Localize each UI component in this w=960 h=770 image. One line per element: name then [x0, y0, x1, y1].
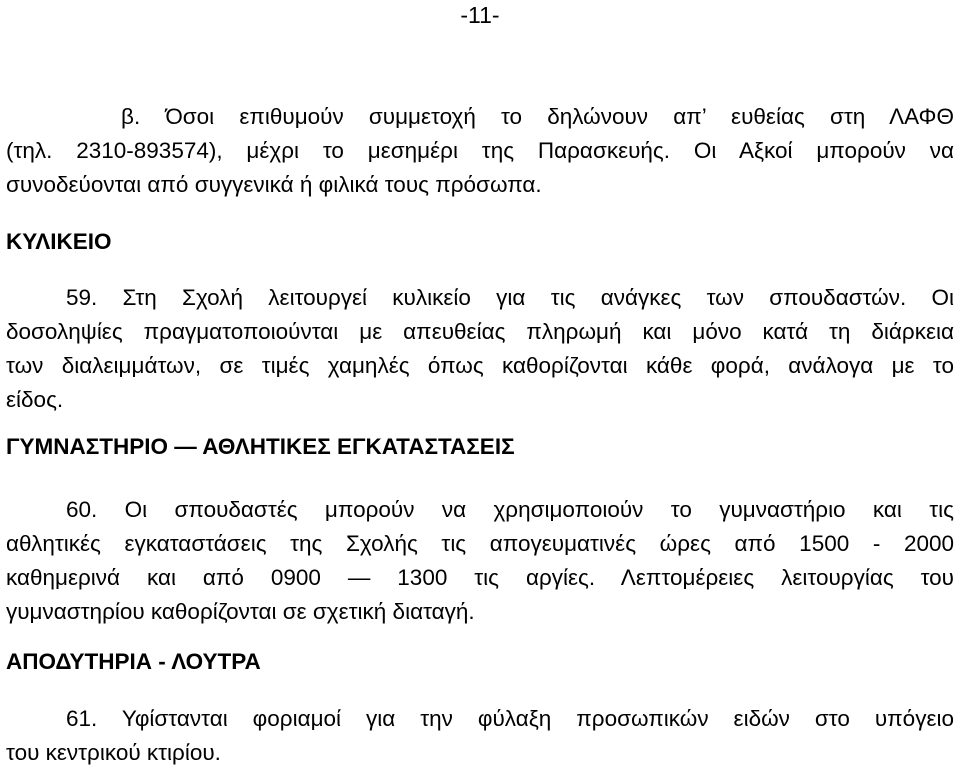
- section-heading-kiliko: ΚΥΛΙΚΕΙΟ: [6, 229, 112, 254]
- paragraph-line: συνοδεύονται από συγγενικά ή φιλικά τους πρόσωπα.: [6, 172, 542, 197]
- paragraph-line: 59. Στη Σχολή λειτουργεί κυλικείο για τις ανάγκες των σπουδαστών. Οι: [66, 285, 954, 310]
- paragraph-line: β. Όσοι επιθυμούν συμμετοχή το δηλώνουν απ’ ευθείας στη ΛΑΦΘ: [121, 104, 954, 129]
- paragraph-line: (τηλ. 2310-893574), μέχρι το μεσημέρι της Παρασκευής. Οι Αξκοί μπορούν να: [6, 138, 954, 163]
- paragraph-line: 60. Οι σπουδαστές μπορούν να χρησιμοποιούν το γυμναστήριο και τις: [66, 497, 954, 522]
- paragraph-59: [6, 281, 954, 417]
- paragraph-line: των διαλειμμάτων, σε τιμές χαμηλές όπως καθορίζονται κάθε φορά, ανάλογα με το: [6, 353, 954, 378]
- paragraph-line: του κεντρικού κτιρίου.: [6, 740, 221, 765]
- section-heading-apodytiria: ΑΠΟΔΥΤΗΡΙΑ - ΛΟΥΤΡΑ: [6, 649, 261, 674]
- paragraph-line: δοσοληψίες πραγματοποιούνται με απευθείας πληρωμή και μόνο κατά τη διάρκεια: [6, 319, 954, 344]
- paragraph-b: [6, 100, 954, 202]
- page-number: -11-: [460, 2, 500, 28]
- paragraph-line: καθημερινά και από 0900 — 1300 τις αργίες. Λεπτομέρειες λειτουργίας του: [6, 565, 954, 590]
- paragraph-60: [6, 493, 954, 629]
- paragraph-61: [6, 702, 954, 770]
- paragraph-line: είδος.: [6, 387, 64, 412]
- section-heading-gym: ΓΥΜΝΑΣΤΗΡΙΟ — ΑΘΛΗΤΙΚΕΣ ΕΓΚΑΤΑΣΤΑΣΕΙΣ: [6, 434, 515, 459]
- paragraph-line: αθλητικές εγκαταστάσεις της Σχολής τις απογευματινές ώρες από 1500 - 2000: [6, 531, 954, 556]
- paragraph-line: γυμναστηρίου καθορίζονται σε σχετική διαταγή.: [6, 599, 475, 624]
- paragraph-line: 61. Υφίστανται φοριαμοί για την φύλαξη προσωπικών ειδών στο υπόγειο: [66, 706, 954, 731]
